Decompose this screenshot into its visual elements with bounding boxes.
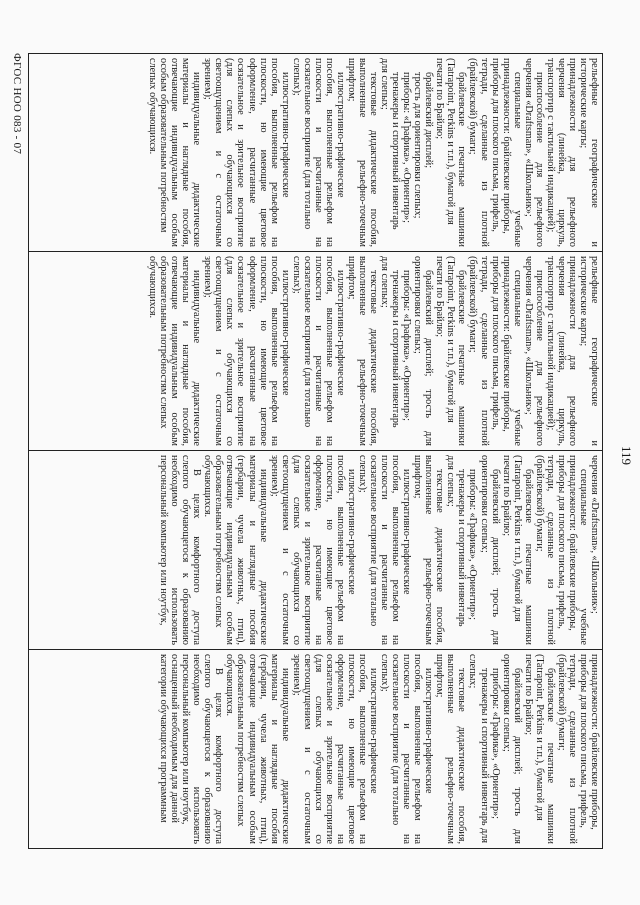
text-line: принадлежности: брайлевские приборы, bbox=[589, 654, 600, 830]
text-line: брайлевский дисплей; bbox=[423, 72, 435, 169]
text-line: персональный компьютер или ноутбук, bbox=[180, 654, 192, 825]
text-line: шрифтом; bbox=[434, 654, 446, 698]
cell-text bbox=[147, 256, 600, 446]
text-line: образовательным потребностям слепых bbox=[213, 455, 225, 628]
text-line: выполненные рельефно-точечным bbox=[357, 256, 369, 446]
text-line: индивидуальные дидактические bbox=[191, 72, 203, 247]
text-line: зрением); bbox=[290, 654, 302, 696]
text-line: пособия, выполненные рельефом на bbox=[412, 654, 424, 844]
text-line: персональный компьютер или ноутбук, bbox=[158, 455, 170, 626]
text-line: отвечающие индивидуальным особым bbox=[169, 256, 181, 446]
text-line: слепого обучающегося к образованию bbox=[202, 654, 214, 844]
text-line: осязательное и зрительное восприятие bbox=[235, 256, 247, 446]
text-line: материалы и наглядные пособия, bbox=[180, 256, 192, 446]
text-line: слепых); bbox=[290, 58, 302, 96]
text-line: осязательное и зрительное восприятие bbox=[301, 455, 313, 645]
text-line: исторические карты; bbox=[577, 256, 589, 347]
text-line: брайлевские печатные машинки bbox=[522, 469, 534, 645]
text-line: категории обучающихся программным bbox=[158, 654, 170, 823]
text-line: специальные учебные bbox=[511, 270, 523, 446]
text-line: выполненные рельефно-точечным bbox=[357, 58, 369, 247]
text-line: печати по Брайлю; bbox=[434, 256, 446, 338]
text-line: тетради, сделанные из плотной bbox=[478, 256, 490, 446]
text-line: тренажеры и спортивный инвентарь для bbox=[478, 668, 490, 844]
text-line: черчения (линейка, циркуль, bbox=[555, 256, 567, 446]
text-line: плоскости, но имеющие цветовое bbox=[257, 58, 269, 247]
text-line: осязательное восприятие (для тотально bbox=[390, 654, 402, 826]
text-line: осязательное восприятие (для тотально bbox=[301, 58, 313, 230]
text-line: плоскости, но имеющие цветовое bbox=[323, 455, 335, 645]
text-line: необходимо использовать bbox=[191, 654, 203, 844]
text-line: приборы для плоского письма, грифель, bbox=[555, 455, 567, 629]
text-line: плоскости и расчитанные на bbox=[312, 58, 324, 247]
cell-text bbox=[158, 654, 600, 844]
text-line: иллюстративно-графические bbox=[345, 469, 357, 595]
text-line: индивидуальные дидактические bbox=[279, 668, 291, 844]
text-line: текстовые дидактические пособия, bbox=[456, 668, 468, 844]
text-line: текстовые дидактические пособия, bbox=[368, 72, 380, 247]
text-line: ориентировки слепых; bbox=[412, 256, 424, 354]
text-line: (Tatrapoint, Perkins и т.п.), бумагой для bbox=[445, 256, 457, 423]
text-line: брайлевские печатные машинки bbox=[544, 668, 556, 844]
text-line: приспособление для рельефного bbox=[533, 270, 545, 446]
text-line: принадлежности для рельефного bbox=[566, 58, 578, 247]
text-line: плоскости, но имеющие цветовое bbox=[257, 256, 269, 446]
text-line: материалы и наглядные пособия bbox=[268, 654, 280, 844]
text-line: брайлевский дисплей; трость для bbox=[423, 270, 435, 446]
text-line: печати по Брайлю; bbox=[434, 58, 446, 140]
text-line: рельефные географические и bbox=[589, 58, 600, 247]
requirements-table bbox=[28, 53, 603, 849]
text-line: пособия, выполненные рельефом на bbox=[334, 455, 346, 645]
cell-text bbox=[158, 455, 600, 645]
text-line: (брайлевской) бумаги; bbox=[467, 58, 479, 155]
text-line: тренажеры и спортивный инвентарь bbox=[390, 270, 402, 428]
text-line: брайлевский дисплей; трость для bbox=[489, 469, 501, 645]
text-line: слепого обучающегося к образованию bbox=[180, 455, 192, 645]
text-line: осязательное восприятие (для тотально bbox=[368, 455, 380, 627]
text-line: светоощущением и с остаточным bbox=[213, 256, 225, 446]
text-line: светоощущением и с остаточным bbox=[301, 654, 313, 844]
text-line: (гербарии, чучела животных, птиц), bbox=[257, 654, 269, 844]
text-line: выполненные рельефно-точечным bbox=[423, 455, 435, 645]
text-line: пособия, выполненные рельефом на bbox=[357, 654, 369, 844]
text-line: отвечающие индивидуальным особым bbox=[169, 58, 181, 247]
text-line: плоскости и расчитанные на bbox=[401, 654, 413, 844]
text-line: тетради, сделанные из плотной bbox=[544, 455, 556, 645]
text-line: светоощущением и с остаточным bbox=[213, 58, 225, 247]
text-line: осязательное и зрительное восприятие bbox=[323, 654, 335, 844]
text-line: слепых); bbox=[357, 455, 369, 493]
text-line: обучающихся. bbox=[147, 256, 159, 319]
text-line: В целях комфортного доступа bbox=[191, 469, 203, 645]
text-line: обучающихся. bbox=[202, 455, 214, 518]
text-line: отвечающие индивидуальным особым bbox=[224, 455, 236, 645]
text-line: брайлевские печатные машинки bbox=[456, 270, 468, 446]
text-line: осязательное восприятие (для тотально bbox=[301, 256, 313, 428]
text-line: иллюстративно-графические bbox=[423, 668, 435, 794]
text-line: (брайлевской) бумаги; bbox=[555, 654, 567, 751]
text-line: исторические карты; bbox=[577, 58, 589, 149]
text-line: рельефные географические и bbox=[589, 256, 600, 446]
text-line: (для слепых обучающихся со bbox=[224, 256, 236, 446]
text-line: образовательным потребностям слепых bbox=[235, 654, 247, 827]
text-line: слепых обучающихся. bbox=[147, 58, 159, 155]
text-line: специальные учебные bbox=[511, 72, 523, 247]
text-line: образовательным потребностям слепых bbox=[158, 256, 170, 429]
text-line: оформление, расчитанные на bbox=[246, 256, 258, 446]
text-line: черчения «Draftsman», «Школьник»; bbox=[522, 58, 534, 217]
text-line: печати по Брайлю; bbox=[522, 654, 534, 736]
text-line: плоскости и расчитанные на bbox=[312, 256, 324, 446]
text-line: плоскости и расчитанные на bbox=[379, 455, 391, 645]
text-line: осязательное и зрительное восприятие bbox=[235, 58, 247, 247]
text-line: (брайлевской) бумаги; bbox=[467, 256, 479, 353]
text-line: текстовые дидактические пособия, bbox=[434, 469, 446, 645]
text-line: тетради, сделанные из плотной bbox=[478, 58, 490, 247]
text-line: приборы: «Графика», «Ориентир»; bbox=[489, 668, 501, 819]
text-line: индивидуальные дидактические bbox=[257, 469, 269, 645]
text-line: особым образовательным потребностям bbox=[158, 58, 170, 233]
text-line: слепых); bbox=[290, 256, 302, 294]
table-cell bbox=[29, 650, 603, 849]
text-line: (гербарии, чучела животных, птиц), bbox=[235, 455, 247, 645]
text-line: шрифтом; bbox=[345, 256, 357, 300]
text-line: черчения «Draftsman», «Школьник»; bbox=[522, 256, 534, 415]
text-line: пособия, выполненные рельефом на bbox=[323, 58, 335, 247]
text-line: принадлежности: брайлевские приборы, bbox=[500, 256, 512, 432]
text-line: выполненные рельефно-точечным bbox=[445, 654, 457, 844]
text-line: необходимо использовать bbox=[169, 455, 181, 645]
table-cell bbox=[29, 54, 603, 252]
text-line: для слепых; bbox=[379, 58, 391, 110]
text-line: специальные учебные bbox=[577, 469, 589, 645]
text-line: пособия, выполненные рельефом на bbox=[268, 256, 280, 446]
table-cell bbox=[29, 451, 603, 650]
text-line: для слепых; bbox=[445, 455, 457, 507]
text-line: шрифтом; bbox=[412, 455, 424, 499]
table-row bbox=[29, 54, 603, 849]
text-line: плоскости, но имеющие цветовое bbox=[345, 654, 357, 844]
text-line: текстовые дидактические пособия, bbox=[368, 270, 380, 446]
text-line: пособия, выполненные рельефом на bbox=[390, 455, 402, 645]
text-line: оснащенный необходимым для данной bbox=[169, 654, 181, 823]
text-line: слепых); bbox=[379, 654, 391, 692]
text-line: светоощущением и с остаточным bbox=[279, 455, 291, 645]
text-line: тренажеры и спортивный инвентарь bbox=[456, 469, 468, 627]
text-line: брайлевский дисплей; трость для bbox=[511, 668, 523, 844]
text-line: иллюстративно-графические bbox=[279, 270, 291, 396]
text-line: (Tatrapoint, Perkins и т.п.), бумагой для bbox=[511, 455, 523, 622]
text-line: транспортир с тактильной индикацией); bbox=[544, 58, 556, 233]
text-line: (для слепых обучающихся со bbox=[290, 455, 302, 645]
text-line: слепых; bbox=[467, 654, 479, 689]
text-line: зрением); bbox=[268, 455, 280, 497]
text-line: материалы и наглядные пособия, bbox=[180, 58, 192, 247]
text-line: принадлежности: брайлевские приборы, bbox=[500, 58, 512, 234]
text-line: приборы для плоского письма, грифель, bbox=[489, 58, 501, 232]
text-line: зрением); bbox=[202, 58, 214, 100]
text-line: обучающихся. bbox=[224, 654, 236, 717]
text-line: (Tatrapoint, Perkins и т.п.), бумагой для bbox=[445, 58, 457, 225]
text-line: пособия, выполненные рельефом на bbox=[268, 58, 280, 247]
text-line: материалы и наглядные пособия bbox=[246, 455, 258, 645]
text-line: оформление, расчитанные на bbox=[312, 455, 324, 645]
text-line: иллюстративно-графические bbox=[334, 270, 346, 396]
text-line: приборы: «Графика», «Ориентир»; bbox=[467, 469, 479, 620]
text-line: оформление, расчитанные на bbox=[334, 654, 346, 844]
text-line: приспособление для рельефного bbox=[533, 72, 545, 247]
text-line: ориентировки слепых; bbox=[500, 654, 512, 752]
text-line: (для слепых обучающихся со bbox=[224, 58, 236, 247]
text-line: индивидуальные дидактические bbox=[191, 270, 203, 446]
document-code: ФГОС НОО 083 - 07 bbox=[11, 53, 23, 155]
text-line: черчения «Draftsman», «Школьник»; bbox=[589, 455, 600, 614]
text-line: печати по Брайлю; bbox=[500, 455, 512, 537]
text-line: иллюстративно-графические bbox=[279, 72, 291, 198]
text-line: (брайлевской) бумаги; bbox=[533, 455, 545, 552]
text-line: тренажеры и спортивный инвентарь bbox=[390, 72, 402, 230]
text-line: приборы для плоского письма, грифель, bbox=[489, 256, 501, 430]
text-line: брайлевские печатные машинки bbox=[456, 72, 468, 247]
page-number: 119 bbox=[619, 446, 634, 466]
text-line: пособия, выполненные рельефом на bbox=[323, 256, 335, 446]
text-line: иллюстративно-графические bbox=[334, 72, 346, 198]
text-line: тетради, сделанные из плотной bbox=[566, 654, 578, 844]
table-cell bbox=[29, 252, 603, 451]
text-line: для слепых; bbox=[379, 256, 391, 308]
text-line: (Tatrapoint, Perkins и т.п.), бумагой для bbox=[533, 654, 545, 821]
text-line: принадлежности: брайлевские приборы, bbox=[566, 455, 578, 631]
text-line: В целях комфортного доступа bbox=[213, 668, 225, 844]
text-line: (для слепых обучающихся со bbox=[312, 654, 324, 844]
text-line: приборы для плоского письма, грифель, bbox=[577, 654, 589, 828]
text-line: иллюстративно-графические bbox=[368, 668, 380, 794]
text-line: принадлежности для рельефного bbox=[566, 256, 578, 446]
text-line: иллюстративно-графические bbox=[401, 469, 413, 595]
text-line: зрением); bbox=[202, 256, 214, 298]
text-line: приборы: «Графика», «Ориентир»; bbox=[401, 72, 413, 223]
text-line: ориентировки слепых; bbox=[478, 455, 490, 553]
text-line: шрифтом; bbox=[345, 58, 357, 102]
text-line: транспортир с тактильной индикацией); bbox=[544, 256, 556, 431]
text-line: приборы: «Графика», «Ориентир»; bbox=[401, 270, 413, 421]
text-line: отвечающие индивидуальным особым bbox=[246, 654, 258, 844]
text-line: оформление, расчитанные на bbox=[246, 58, 258, 247]
text-line: черчения (линейка, циркуль, bbox=[555, 58, 567, 247]
text-line: трость для ориентировки слепых; bbox=[412, 72, 424, 219]
cell-text bbox=[147, 58, 600, 247]
